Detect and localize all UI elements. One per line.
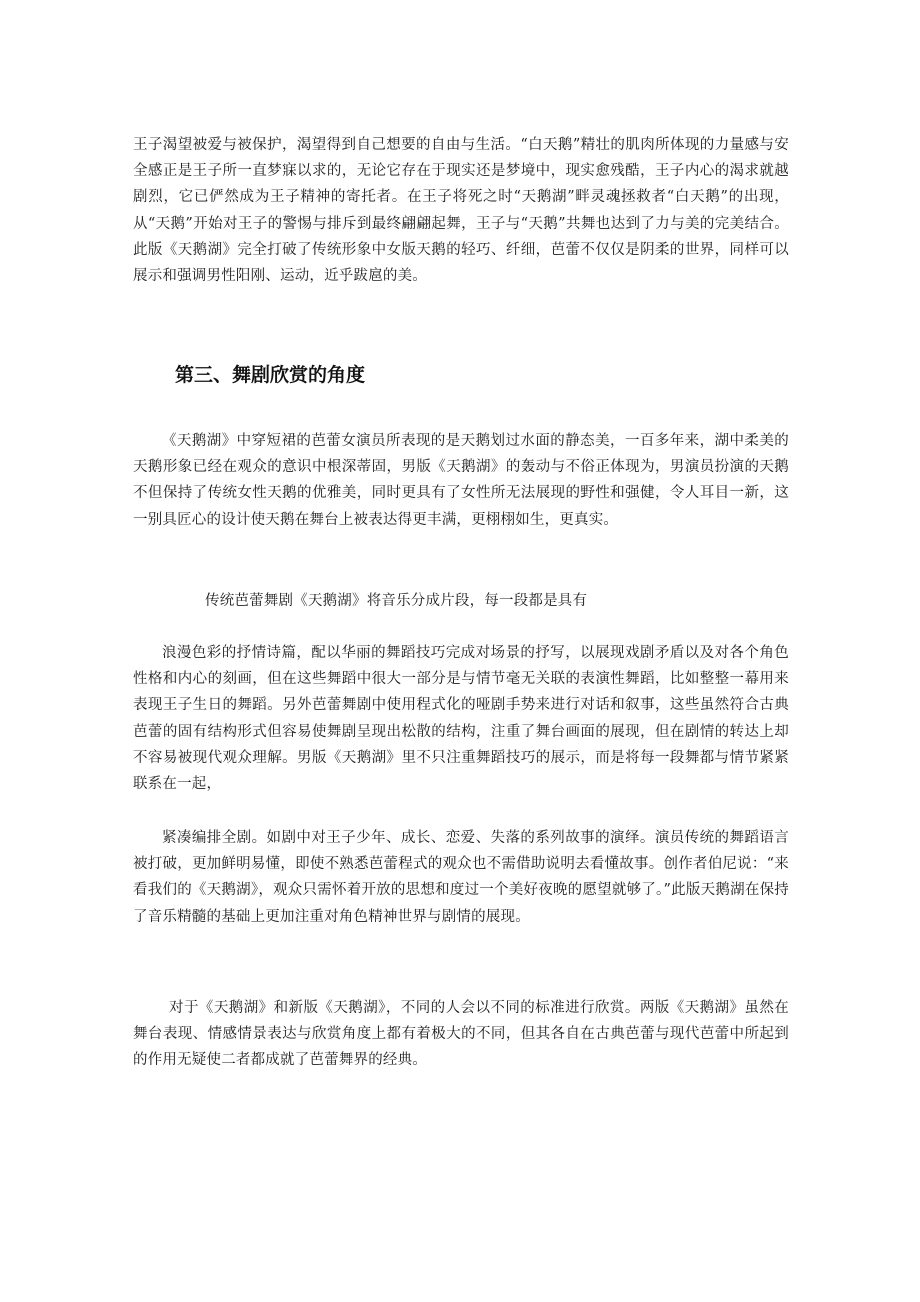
paragraph-traditional-music-fragment: 传统芭蕾舞剧《天鹅湖》将音乐分成片段，每一段都是具有 [205, 593, 588, 609]
paragraph-compact-arrangement: 紧凑编排全剧。如剧中对王子少年、成长、恋爱、失落的系列故事的演绎。演员传统的舞蹈语言被打破，更加鲜明易懂，即使不熟悉芭蕾程式的观众也不需借助说明去看懂故事。创作者伯尼说：“来看我们的《天鹅湖》，观众只需怀着开放的思想和度过一个美好夜晚的愿望就够了。”此版天鹅湖在保持了音乐精髓的基础上更加注重对角色精神世界与剧情的展现。 [133, 830, 789, 925]
section-heading: 第三、舞剧欣赏的角度 [175, 364, 366, 386]
paragraph-romantic-lyric: 浪漫色彩的抒情诗篇，配以华丽的舞蹈技巧完成对场景的抒写，以展现戏剧矛盾以及对各个角色性格和内心的刻画，但在这些舞蹈中很大一部分是与情节毫无关联的表演性舞蹈，比如整整一幕用来表现王子生日的舞蹈。另外芭蕾舞剧中使用程式化的哑剧手势来进行对话和叙事，这些虽然符合古典芭蕾的固有结构形式但容易使舞剧呈现出松散的结构，注重了舞台画面的展现，但在剧情的转达上却不容易被现代观众理解。男版《天鹅湖》里不只注重舞蹈技巧的展示，而是将每一段舞都与情节紧紧联系在一起， [133, 645, 789, 793]
paragraph-static-beauty: 《天鹅湖》中穿短裙的芭蕾女演员所表现的是天鹅划过水面的静态美，一百多年来，湖中柔美的天鹅形象已经在观众的意识中根深蒂固，男版《天鹅湖》的轰动与不俗正体现为，男演员扮演的天鹅不但保持了传统女性天鹅的优雅美，同时更具有了女性所无法展现的野性和强健，令人耳目一新，这一别具匠心的设计使天鹅在舞台上被表达得更丰满，更栩栩如生，更真实。 [133, 433, 789, 528]
paragraph-prince-longing: 王子渴望被爱与被保护，渴望得到自己想要的自由与生活。“白天鹅”精壮的肌肉所体现的力量感与安全感正是王子所一直梦寐以求的，无论它存在于现实还是梦境中，现实愈残酷，王子内心的渴求就越剧烈，它已俨然成为王子精神的寄托者。在王子将死之时“天鹅湖”畔灵魂拯救者“白天鹅”的出现，从“天鹅”开始对王子的警惕与排斥到最终翩翩起舞，王子与“天鹅”共舞也达到了力与美的完美结合。此版《天鹅湖》完全打破了传统形象中女版天鹅的轻巧、纤细，芭蕾不仅仅是阴柔的世界，同样可以展示和强调男性阳刚、运动，近乎跋扈的美。 [133, 137, 789, 285]
paragraph-two-versions: 对于《天鹅湖》和新版《天鹅湖》，不同的人会以不同的标准进行欣赏。两版《天鹅湖》虽然在舞台表现、情感情景表达与欣赏角度上都有着极大的不同，但其各自在古典芭蕾与现代芭蕾中所起到的作用无疑使二者都成就了芭蕾舞界的经典。 [133, 1000, 789, 1069]
